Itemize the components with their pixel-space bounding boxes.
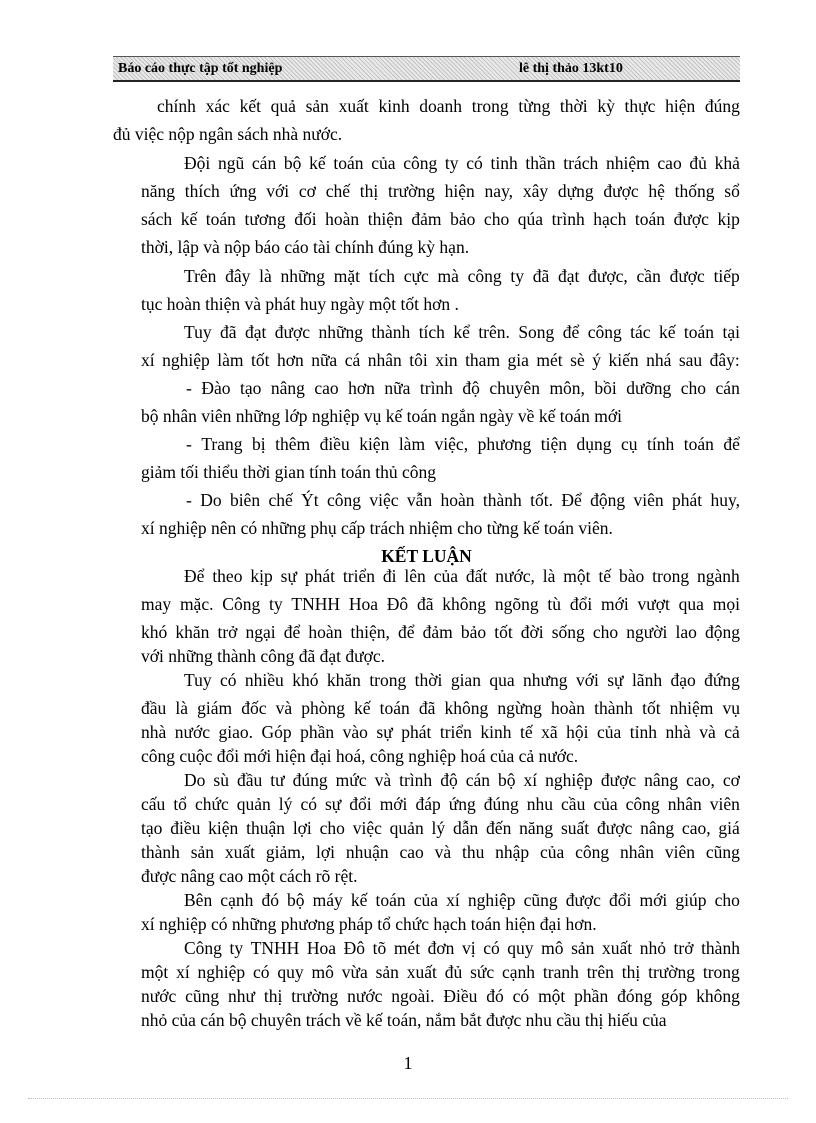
text-line: - Đào tạo nâng cao hơn nữa trình độ chuyên môn, bồi dưỡng cho cán (186, 378, 740, 398)
text-line: công cuộc đổi mới hiện đại hoá, công nghiệp hoá của cả nước. (141, 746, 579, 766)
text-line: xí nghiệp nên có những phụ cấp trách nhiệm cho từng kế toán viên. (141, 518, 613, 538)
text-line: xí nghiệp có những phương pháp tổ chức hạch toán hiện đại hơn. (141, 914, 597, 934)
page-number: 1 (403, 1053, 413, 1073)
text-line: giảm tối thiểu thời gian tính toán thủ công (141, 462, 437, 482)
text-line: nước cũng như thị trường nước ngoài. Điều đó có một phần đóng góp không (141, 986, 740, 1006)
text-line: khó khăn trở ngại để hoàn thiện, để đảm bảo tốt đời sống cho người lao động (141, 622, 740, 642)
text-line: Để theo kịp sự phát triển đi lên của đất nước, là một tế bào trong ngành (184, 566, 740, 586)
text-line: chính xác kết quả sản xuất kinh doanh trong từng thời kỳ thực hiện đúng (157, 96, 740, 116)
text-line: thành sản xuất giảm, lợi nhuận cao và thu nhập của công nhân viên cũng (141, 842, 740, 862)
text-line: may mặc. Công ty TNHH Hoa Đô đã không ngõng tù đổi mới vượt qua mọi (141, 594, 740, 614)
text-line: Tuy đã đạt được những thành tích kể trên. Song để công tác kế toán tại (184, 322, 740, 342)
text-line: với những thành công đã đạt được. (141, 646, 386, 666)
text-line: Bên cạnh đó bộ máy kế toán của xí nghiệp cũng được đổi mới giúp cho (184, 890, 740, 910)
text-line: - Trang bị thêm điều kiện làm việc, phương tiện dụng cụ tính toán để (186, 434, 740, 454)
text-line: xí nghiệp làm tốt hơn nữa cá nhân tôi xin tham gia mét sè ý kiến nhá sau đây: (141, 350, 740, 370)
text-line: sách kế toán tương đối hoàn thiện đảm bảo cho qúa trình hạch toán được kịp (141, 209, 740, 229)
text-line: đầu là giám đốc và phòng kế toán đã không ngừng hoàn thành tốt nhiệm vụ (141, 698, 740, 718)
text-line: Trên đây là những mặt tích cực mà công ty đã đạt được, cần được tiếp (184, 266, 740, 286)
text-line: bộ nhân viên những lớp nghiệp vụ kế toán ngắn ngày về kế toán mới (141, 406, 622, 426)
text-line: nhà nước giao. Góp phần vào sự phát triển kinh tế xã hội của tỉnh nhà và cả (141, 722, 740, 742)
text-line: Do sù đầu tư đúng mức và trình độ cán bộ xí nghiệp được nâng cao, cơ (184, 770, 740, 790)
page-header (113, 56, 740, 82)
text-line: một xí nghiệp có quy mô vừa sản xuất đủ sức cạnh tranh trên thị trường trong (141, 962, 740, 982)
text-line: nhỏ của cán bộ chuyên trách về kế toán, nắm bắt được nhu cầu thị hiếu của (141, 1010, 667, 1030)
text-line: Công ty TNHH Hoa Đô tõ mét đơn vị có quy mô sản xuất nhỏ trở thành (184, 938, 740, 958)
text-line: năng thích ứng với cơ chế thị trường hiện nay, xây dựng được hệ thống sổ (141, 181, 740, 201)
header-author: lê thị thảo 13kt10 (519, 61, 623, 76)
page-bottom-divider (28, 1098, 788, 1099)
text-line: đủ việc nộp ngân sách nhà nước. (113, 124, 343, 144)
header-report-title: Báo cáo thực tập tốt nghiệp (118, 61, 283, 76)
text-line: được nâng cao một cách rõ rệt. (141, 866, 358, 886)
text-line: tạo điều kiện thuận lợi cho việc quản lý dẫn đến năng suất được nâng cao, giá (141, 818, 740, 838)
text-line: tục hoàn thiện và phát huy ngày một tốt hơn . (141, 294, 459, 314)
text-line: Đội ngũ cán bộ kế toán của công ty có tinh thần trách nhiệm cao đủ khả (184, 153, 740, 173)
text-line: - Do biên chế Ýt công việc vẫn hoàn thành tốt. Để động viên phát huy, (186, 490, 740, 510)
text-line: cấu tổ chức quản lý có sự đổi mới đáp ứng đúng nhu cầu của công nhân viên (141, 794, 740, 814)
text-line: thời, lập và nộp báo cáo tài chính đúng kỳ hạn. (141, 237, 470, 257)
text-line: Tuy có nhiều khó khăn trong thời gian qua nhưng với sự lãnh đạo đứng (184, 670, 740, 690)
section-heading: KẾT LUẬN (381, 546, 472, 566)
